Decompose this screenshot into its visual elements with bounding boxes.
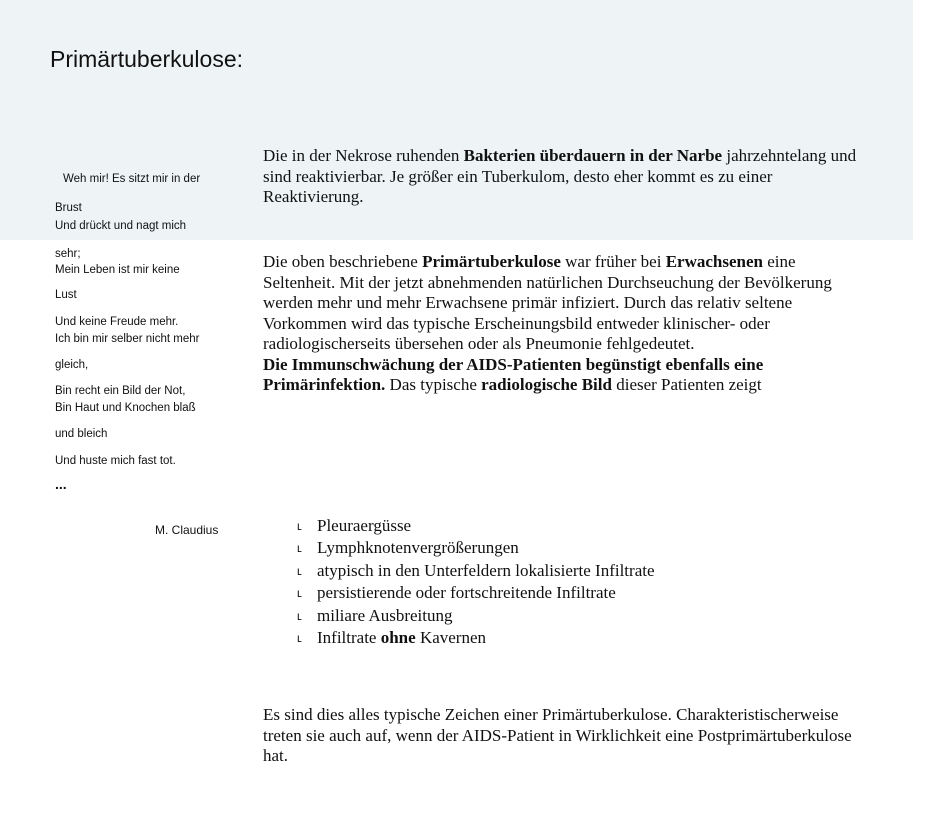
poem-line: Lust [55,289,77,301]
bullet-icon: ʟ [297,586,302,601]
poem-line: Bin Haut und Knochen blaß [55,402,196,414]
list-item-text: persistierende oder fortschreitende Infiltrate [317,583,616,603]
poem-line: Und keine Freude mehr. [55,316,179,328]
paragraph-primary-tb [263,252,863,396]
list-item [297,605,655,627]
poem-line: Und huste mich fast tot. [55,455,176,467]
emphasis: radiologische Bild [481,375,612,394]
bullet-icon: ʟ [297,563,302,578]
list-item-text: Pleuraergüsse [317,516,412,535]
text: Das typische [385,375,482,394]
poem-line: Brust [55,202,82,214]
poem-line: Und drückt und nagt mich [55,220,187,232]
text: war früher bei [560,252,666,271]
poem-line: Ich bin mir selber nicht mehr [55,333,200,345]
poem-line: gleich, [55,359,89,371]
page-title: Primärtuberkulose: [50,46,244,72]
poem-line: Mein Leben ist mir keine [55,264,180,276]
list-item [297,627,655,649]
list-item [297,537,655,559]
text: jahrzehntelang und sind reaktivierbar. Je größer ein Tuberkulom, desto eher kommt es zu einer Reaktivierung. [263,146,857,206]
poem-line: sehr; [55,248,81,260]
bullet-icon: ʟ [297,541,302,556]
conclusion-text: Es sind dies alles typische Zeichen einer Primärtuberkulose. Charakteristischerweise treten sie auch auf, wenn der AIDS-Patient in Wirklichkeit eine Postprimärtuberkulose hat. [263,705,852,765]
text: dieser Patienten zeigt [611,375,762,394]
list-item-text: Infiltrate [317,628,381,648]
bullet-icon: ʟ [297,631,302,646]
poem-author: M. Claudius [155,523,219,537]
emphasis: Primärtuberkulose [422,252,561,271]
list-item [297,515,655,537]
emphasis: Bakterien überdauern in der Narbe [463,146,723,165]
list-item-text: miliare Ausbreitung [317,605,453,625]
poem-line: Weh mir! Es sitzt mir in der [63,173,201,185]
text: eine Seltenheit. Mit der jetzt abnehmenden natürlichen Durchseuchung der Bevölkerung werden mehr und mehr Erwachsene primär infiziert. Durch das relativ seltene Vorkommen wird das typische Erscheinungsbild entweder klinischer- oder radiologischerseits übersehen oder als Pneumonie fehlgedeutet. [263,252,832,353]
text: Die in der Nekrose ruhenden [263,146,464,165]
emphasis: Die Immunschwächung der AIDS-Patienten begünstigt ebenfalls eine Primärinfektion. [263,354,764,394]
list-item [297,560,655,582]
paragraph-conclusion [263,705,863,767]
emphasis: ohne [380,628,416,648]
list-item [297,582,655,604]
emphasis: Erwachsenen [665,252,763,271]
paragraph-bacteria [263,146,863,208]
list-item-text: atypisch in den Unterfeldern lokalisierte Infiltrate [317,560,655,580]
poem-line: und bleich [55,428,108,440]
findings-list [297,515,655,649]
list-item-text: Kavernen [415,628,487,648]
list-item-text: Lymphknotenvergrößerungen [317,538,519,558]
poem-ellipsis: ... [55,476,67,492]
bullet-icon: ʟ [297,519,302,533]
bullet-icon: ʟ [297,608,302,623]
text: Die oben beschriebene [263,252,423,271]
poem-line: Bin recht ein Bild der Not, [55,385,186,397]
